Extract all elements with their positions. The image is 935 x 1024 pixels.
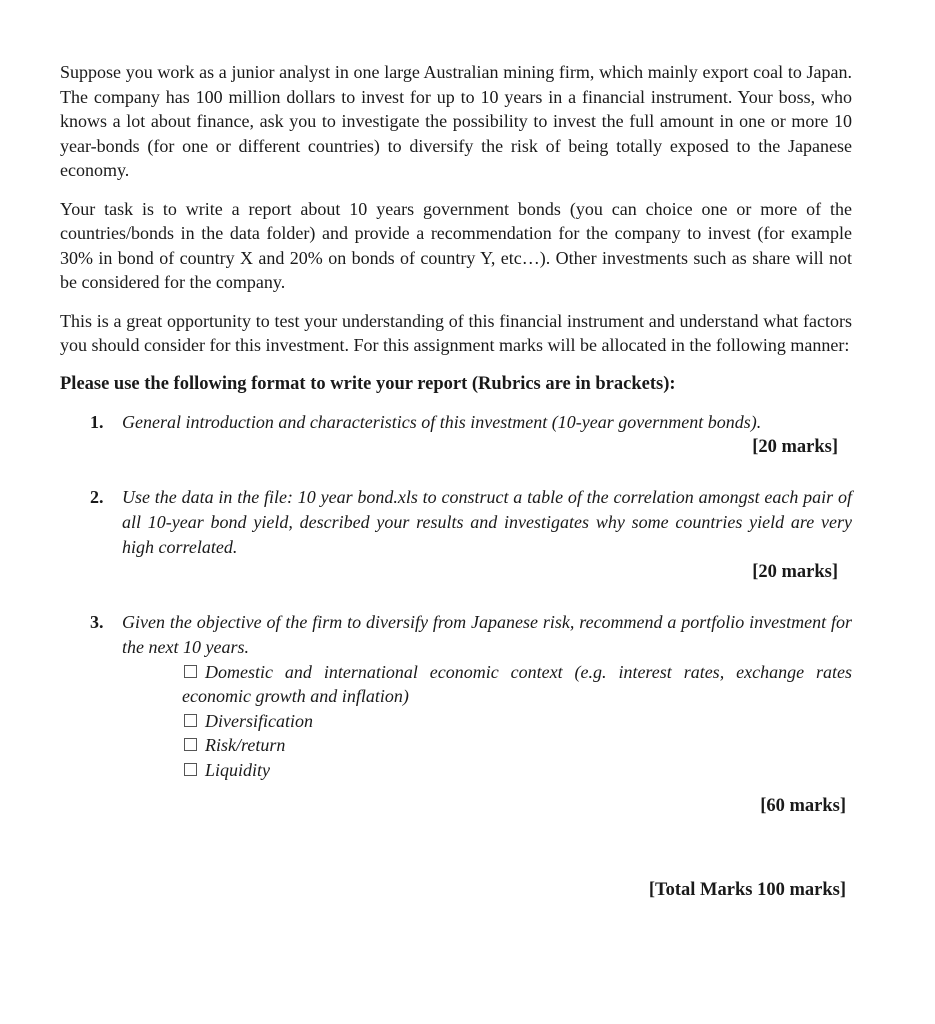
checkbox-square-icon (184, 665, 197, 678)
item-number: 1. (90, 411, 104, 432)
opportunity-paragraph: This is a great opportunity to test your understanding of this financial instrument and understand what factors you should consider for this investment. For this assignment marks will be allocated in the following manner: (60, 310, 852, 355)
rubric-item-1 (60, 410, 852, 459)
intro-paragraph: Suppose you work as a junior analyst in one large Australian mining firm, which mainly export coal to Japan. The company has 100 million dollars to invest for up to 10 years in a financial instrument. Your boss, who knows a lot about finance, ask you to investigate the possibility to invest the full amount in one or more 10 year-bonds (for one or different countries) to diversify the risk of being totally exposed to the Japanese economy. (60, 62, 852, 180)
item-text: Use the data in the file: 10 year bond.xls to construct a table of the correlation amongst each pair of all 10-year bond yield, described your results and investigates why some countries yield are very high correlated. (122, 486, 852, 557)
total-marks: [Total Marks 100 marks] (648, 880, 846, 900)
checkbox-square-icon (184, 714, 197, 727)
criteria-item: Liquidity (182, 758, 852, 783)
checkbox-square-icon (184, 763, 197, 776)
criteria-item: Domestic and international economic context (e.g. interest rates, exchange rates economic growth and inflation) (182, 661, 852, 706)
item-number: 2. (90, 486, 104, 507)
item-marks: [20 marks] (752, 436, 838, 457)
item-number: 3. (90, 611, 104, 632)
criteria-item: Risk/return (182, 733, 852, 758)
item-marks: [20 marks] (752, 561, 838, 582)
assignment-document (60, 60, 852, 902)
item-text: General introduction and characteristics of this investment (10-year government bonds). (122, 411, 762, 432)
rubric-item-3 (60, 610, 852, 819)
task-paragraph: Your task is to write a report about 10 years government bonds (you can choice one or more of the countries/bonds in the data folder) and provide a recommendation for the company to invest (for example 30% in bond of country X and 20% on bonds of country Y, etc…). Other investments such as share will not be considered for the company. (60, 198, 852, 292)
criteria-list (122, 660, 852, 783)
rubric-item-2 (60, 485, 852, 584)
item-text: Given the objective of the firm to diversify from Japanese risk, recommend a portfolio investment for the next 10 years. (122, 611, 852, 657)
checkbox-square-icon (184, 738, 197, 751)
criteria-item: Diversification (182, 709, 852, 734)
item-marks: [60 marks] (760, 796, 846, 816)
format-heading: Please use the following format to write your report (Rubrics are in brackets): (60, 373, 676, 394)
